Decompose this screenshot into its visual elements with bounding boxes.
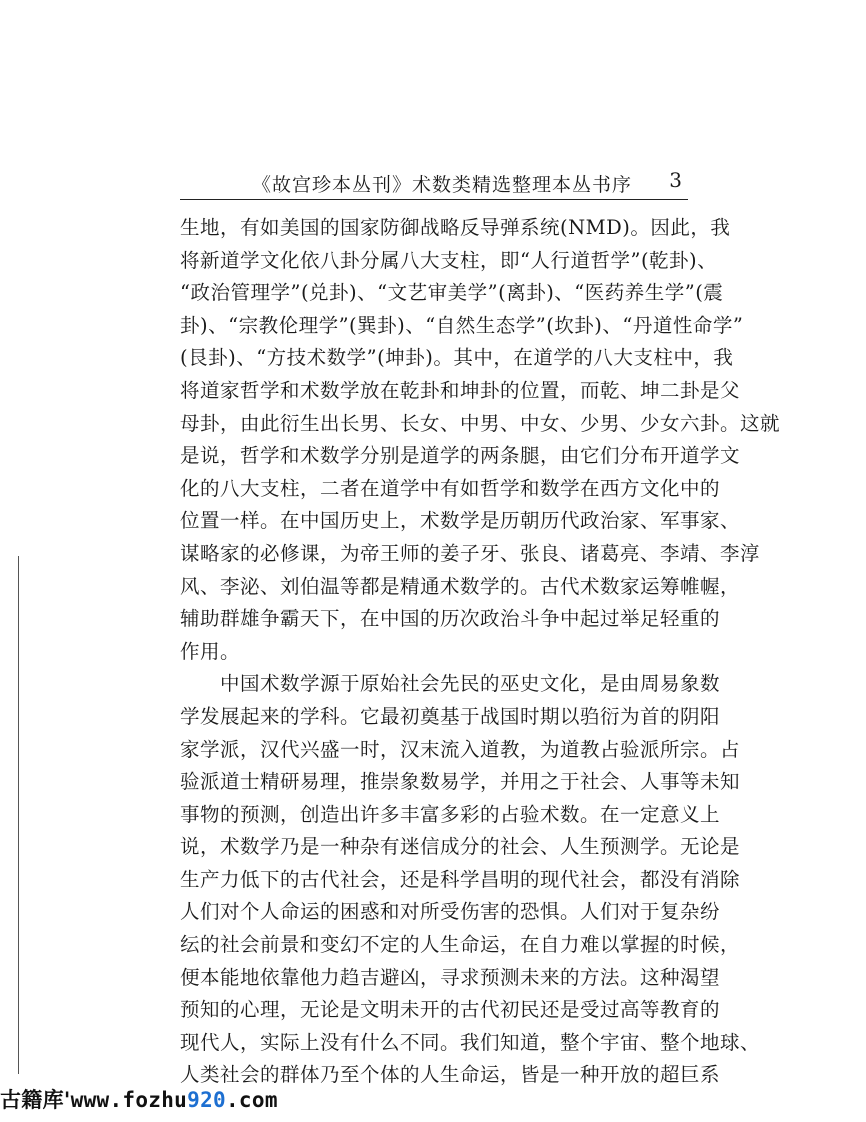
paragraph-line: 人类社会的群体乃至个体的人生命运，皆是一种开放的超巨系 [180, 1063, 721, 1087]
watermark-domain-prefix: www.fozhu [70, 1088, 188, 1112]
watermark-domain-suffix: .com [225, 1088, 278, 1112]
paragraph-line: 现代人，实际上没有什么不同。我们知道，整个宇宙、整个地球、 [180, 1030, 761, 1054]
paragraph-line: 中国术数学源于原始社会先民的巫史文化，是由周易象数 [220, 672, 721, 696]
paragraph-line: 卦)、“宗教伦理学”(巽卦)、“自然生态学”(坎卦)、“丹道性命学” [180, 313, 744, 337]
paragraph-line: 作用。 [180, 639, 241, 663]
paragraph-line: 位置一样。在中国历史上，术数学是历朝历代政治家、军事家、 [180, 509, 741, 533]
paragraph-line: (艮卦)、“方技术数学”(坤卦)。其中，在道学的八大支柱中，我 [180, 346, 734, 370]
paragraph-line: 说，术数学乃是一种杂有迷信成分的社会、人生预测学。无论是 [180, 835, 741, 859]
paragraph-2 [180, 668, 761, 1092]
paragraph-line: “政治管理学”(兑卦)、“文艺审美学”(离卦)、“医药养生学”(震 [180, 281, 724, 305]
watermark-separator: ' [63, 1088, 71, 1112]
header-title: 《故宫珍本丛刊》术数类精选整理本丛书序 [252, 174, 633, 196]
paragraph-line: 预知的心理，无论是文明未开的古代初民还是受过高等教育的 [180, 998, 721, 1022]
paragraph-line: 事物的预测，创造出许多丰富多彩的占验术数。在一定意义上 [180, 802, 721, 826]
page-number: 3 [669, 168, 682, 192]
watermark-site-name: 古籍库 [0, 1088, 64, 1112]
paragraph-line: 风、李泌、刘伯温等都是精通术数学的。古代术数家运筹帷幄， [180, 574, 741, 598]
body-text [180, 212, 781, 1092]
watermark-domain-digits: 920 [187, 1088, 226, 1112]
paragraph-line: 辅助群雄争霸天下，在中国的历次政治斗争中起过举足轻重的 [180, 607, 721, 631]
paragraph-line: 是说，哲学和术数学分别是道学的两条腿，由它们分布开道学文 [180, 444, 741, 468]
paragraph-line: 纭的社会前景和变幻不定的人生命运，在自力难以掌握的时候， [180, 933, 741, 957]
paragraph-line: 便本能地依靠他力趋吉避凶，寻求预测未来的方法。这种渴望 [180, 965, 721, 989]
paragraph-line: 将道家哲学和术数学放在乾卦和坤卦的位置，而乾、坤二卦是父 [180, 378, 741, 402]
scan-margin-line [18, 556, 19, 1074]
paragraph-line: 化的八大支柱，二者在道学中有如哲学和数学在西方文化中的 [180, 476, 721, 500]
paragraph-line: 将新道学文化依八卦分属八大支柱，即“人行道哲学”(乾卦)、 [180, 248, 718, 272]
header-rule [180, 199, 688, 200]
site-watermark [0, 1084, 278, 1116]
paragraph-line: 谋略家的必修课，为帝王师的姜子牙、张良、诸葛亮、李靖、李淳 [180, 541, 761, 565]
paragraph-line: 生地，有如美国的国家防御战略反导弹系统(NMD)。因此，我 [180, 216, 731, 239]
running-header [180, 166, 688, 200]
paragraph-line: 学发展起来的学科。它最初奠基于战国时期以驺衍为首的阴阳 [180, 704, 721, 728]
paragraph-1 [180, 212, 781, 668]
paragraph-line: 母卦，由此衍生出长男、长女、中男、中女、少男、少女六卦。这就 [180, 411, 781, 435]
paragraph-line: 人们对个人命运的困惑和对所受伤害的恐惧。人们对于复杂纷 [180, 900, 721, 924]
paragraph-line: 家学派，汉代兴盛一时，汉末流入道教，为道教占验派所宗。占 [180, 737, 741, 761]
paragraph-line: 验派道士精研易理，推崇象数易学，并用之于社会、人事等未知 [180, 770, 741, 794]
paragraph-line: 生产力低下的古代社会，还是科学昌明的现代社会，都没有消除 [180, 867, 741, 891]
